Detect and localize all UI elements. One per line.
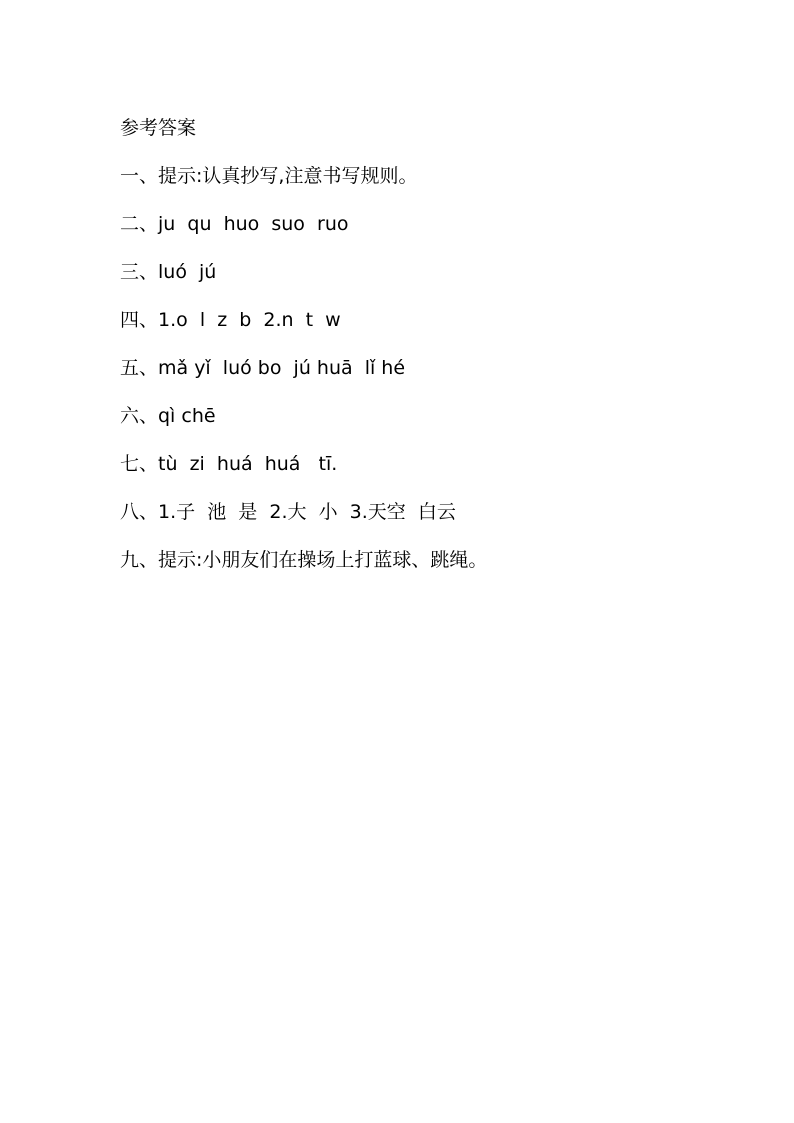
answer-line-6: 六、qì chē (120, 405, 216, 427)
answer-line-8: 八、1.子 池 是 2.大 小 3.天空 白云 (120, 501, 456, 523)
answer-line-1: 一、提示:认真抄写,注意书写规则。 (120, 165, 418, 187)
answer-line-3: 三、luó jú (120, 261, 217, 283)
answer-line-2: 二、ju qu huo suo ruo (120, 213, 349, 235)
answer-line-5: 五、mǎ yǐ luó bo jú huā lǐ hé (120, 357, 406, 379)
answer-key-title: 参考答案 (120, 117, 197, 139)
answer-line-4: 四、1.o l z b 2.n t w (120, 309, 341, 331)
answer-line-7: 七、tù zi huá huá tī. (120, 453, 338, 475)
answer-list (120, 162, 740, 594)
answer-line-9: 九、提示:小朋友们在操场上打蓝球、跳绳。 (120, 549, 488, 571)
